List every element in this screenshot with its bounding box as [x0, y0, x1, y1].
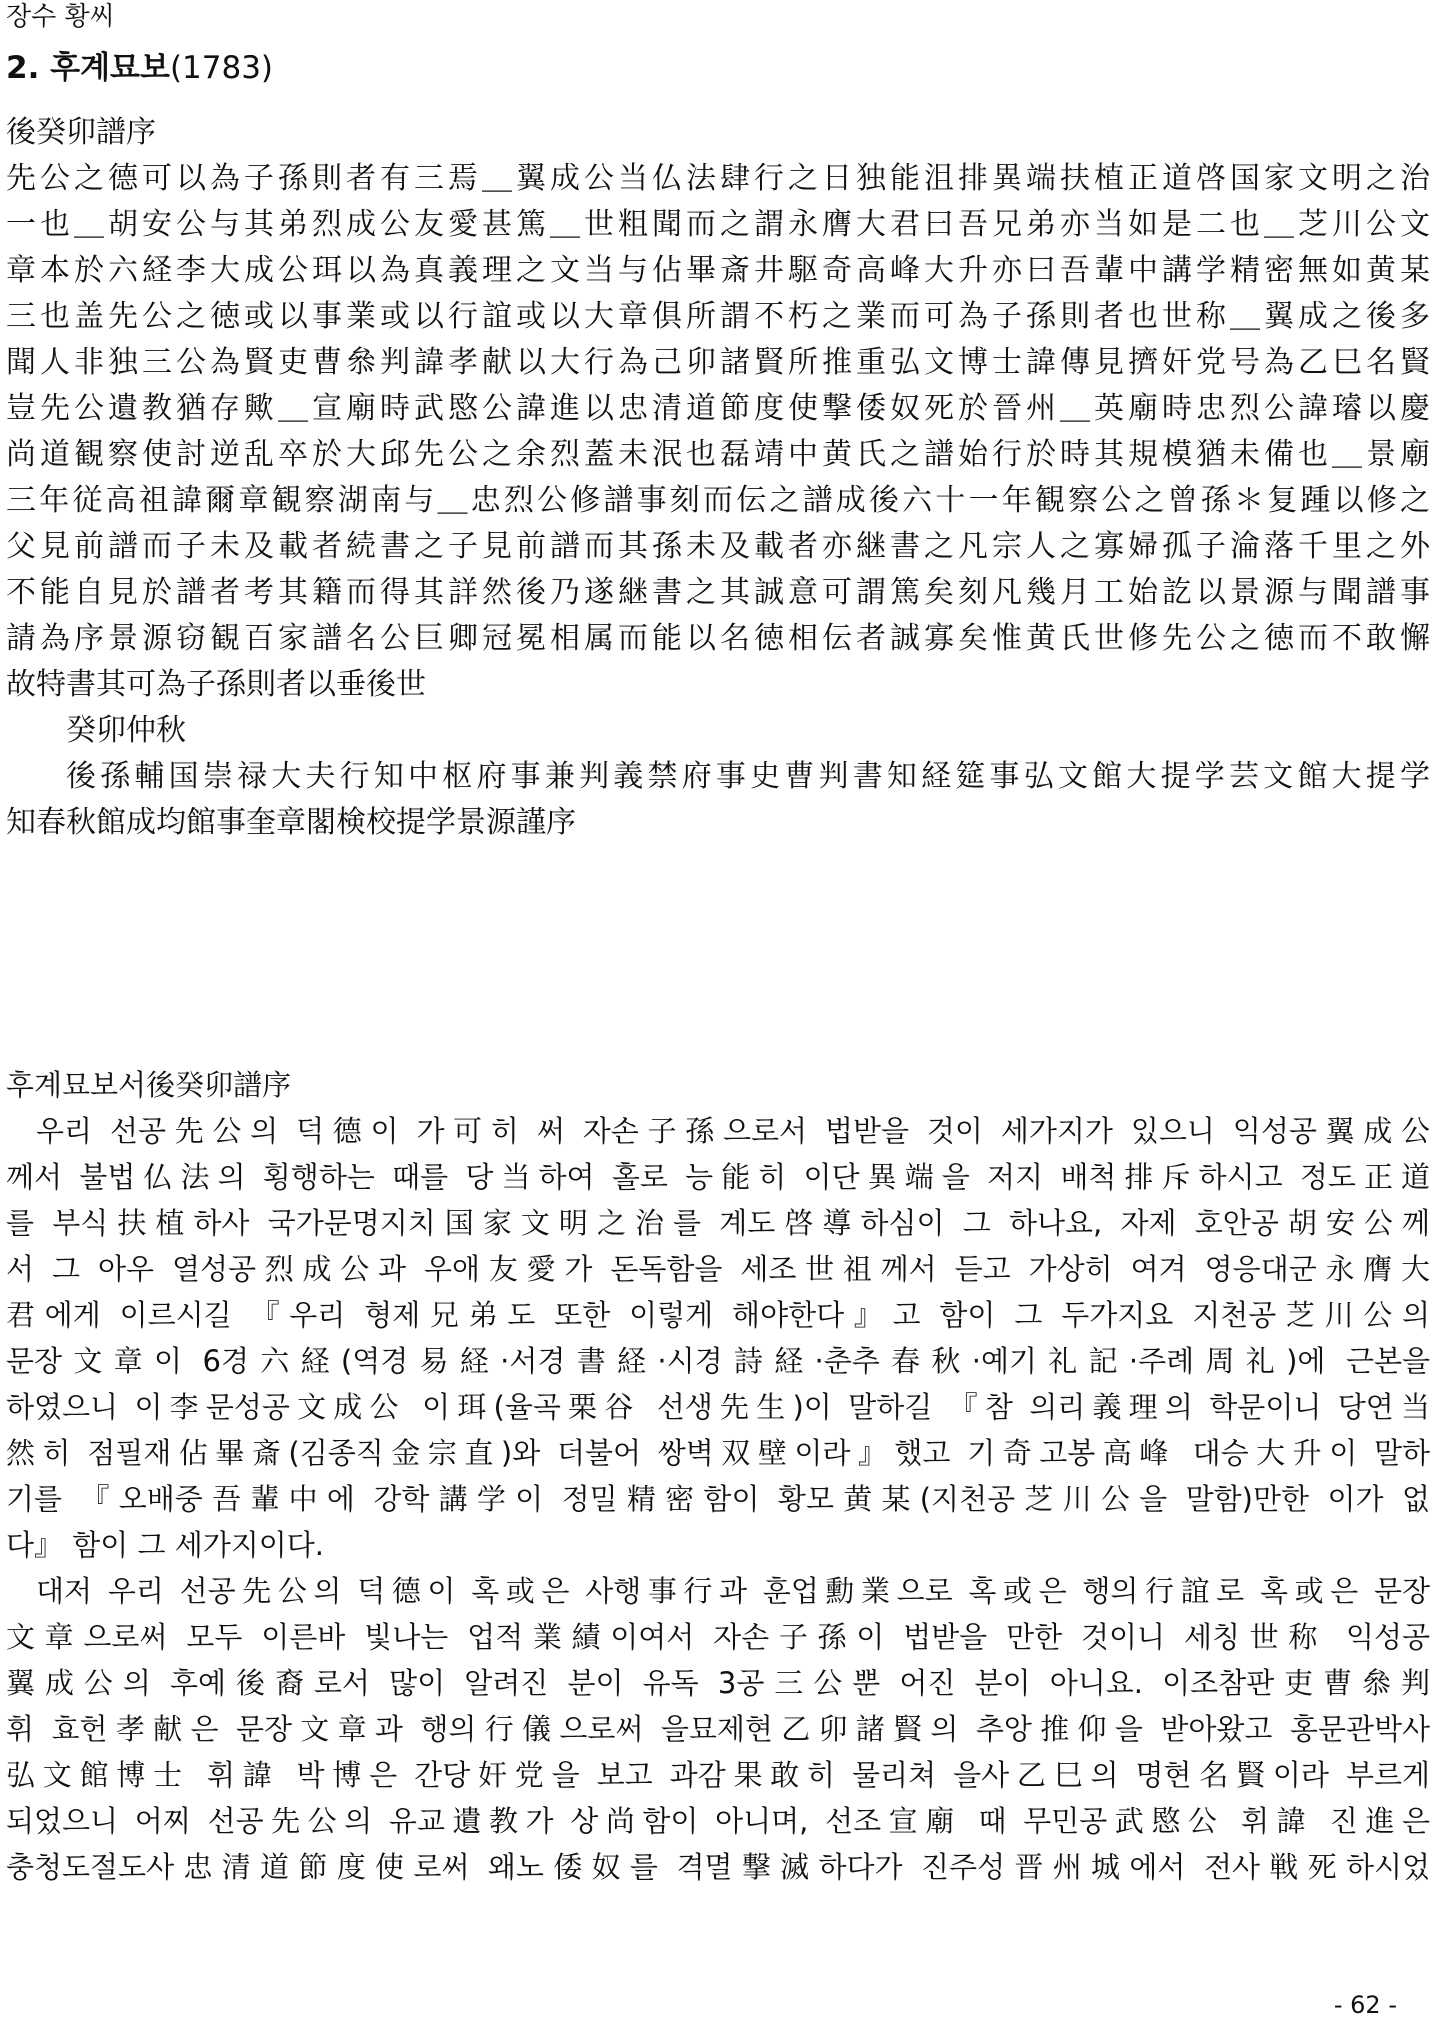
hanmun-date: 癸卯仲秋 — [66, 713, 186, 748]
page-number: - 62 - — [1333, 1991, 1397, 2019]
hanmun-heading: 後癸卯譜序 — [6, 115, 156, 150]
running-header: 장수 황씨 — [6, 2, 115, 32]
hanmun-author-line: 後孫輔国崇禄大夫行知中枢府事兼判義禁府事史曹判書知経筵事弘文館大提学芸文館大提学 — [66, 759, 1430, 794]
translation-line: 대저 우리 선공先公의 덕德이 혹或은 사행事行과 훈업勳業으로 혹或은 행의行誼로 혹或은 문장 — [36, 1574, 1430, 1608]
translation-line: 서 그 아우 열성공烈成公과 우애友愛가 돈독함을 세조世祖께서 듣고 가상히 여겨 영응대군永膺大 — [6, 1252, 1430, 1286]
translation-line: 우리 선공先公의 덕德이 가可히 써 자손子孫으로서 법받을 것이 세가지가 있으니 익성공翼成公 — [36, 1114, 1430, 1148]
translation-line: 다』 함이 그 세가지이다. — [6, 1528, 324, 1562]
translation-line: 를 부식扶植하사 국가문명지치国家文明之治를 계도啓導하심이 그 하나요, 자제 호안공胡安公께 — [6, 1206, 1430, 1240]
translation-line: 기를 『오배중吾輩中에 강학講学이 정밀精密함이 황모黄某(지천공芝川公을 말함)만한 이가 없 — [6, 1482, 1430, 1516]
hanmun-line: 不能自見於譜者考其籍而得其詳然後乃遂継書之其誠意可謂篤矣刻凡幾月工始訖以景源与聞譜事 — [6, 575, 1430, 610]
section-year: (1783) — [169, 50, 274, 86]
section-title-text: 2. 후계묘보 — [6, 50, 170, 86]
hanmun-line: 聞人非独三公為賢吏曹叅判諱孝献以大行為己卯諸賢所推重弘文博士諱傳見擠奸党号為乙巳名賢 — [6, 345, 1430, 380]
translation-heading: 후계묘보서後癸卯譜序 — [6, 1068, 292, 1102]
hanmun-line: 故特書其可為子孫則者以垂後世 — [6, 667, 426, 702]
hanmun-preface — [6, 110, 1430, 846]
hanmun-line: 父見前譜而子未及載者続書之子見前譜而其孫未及載者亦継書之凡宗人之寡婦孤子淪落千里之外 — [6, 529, 1430, 564]
translation-line: 휘 효헌孝献은 문장文章과 행의行儀으로써 을묘제현乙卯諸賢의 추앙推仰을 받아왔고 홍문관박사 — [6, 1712, 1430, 1746]
hanmun-line: 章本於六経李大成公珥以為真義理之文当与佔畢斎井駆奇高峰大升亦曰吾輩中講学精密無如黄某 — [6, 253, 1430, 288]
translation-line: 然히 점필재佔畢斎(김종직金宗直)와 더불어 쌍벽双壁이라』했고 기奇고봉高峰 대승大升이 말하 — [6, 1436, 1430, 1470]
hanmun-line: 尚道観察使討逆乱卒於大邱先公之余烈蓋未泯也磊靖中黄氏之譜始行於時其規模猶未備也＿景廟 — [6, 437, 1430, 472]
hanmun-line: 一也＿胡安公与其弟烈成公友愛甚篤＿世粗聞而之謂永膺大君曰吾兄弟亦当如是二也＿芝川公文 — [6, 207, 1430, 242]
translation-line: 文章으로써 모두 이른바 빛나는 업적業績이여서 자손子孫이 법받을 만한 것이니 세칭世称 익성공 — [6, 1620, 1430, 1654]
hanmun-author-line: 知春秋館成均館事奎章閣検校提学景源謹序 — [6, 805, 576, 840]
translation-line: 께서 불법仏法의 횡행하는 때를 당当하여 홀로 능能히 이단異端을 저지 배척排斥하시고 정도正道 — [6, 1160, 1430, 1194]
translation-line: 되었으니 어찌 선공先公의 유교遺教가 상尚함이 아니며, 선조宣廟 때 무민공武愍公 휘諱 진進은 — [6, 1804, 1430, 1838]
hanmun-line: 三也盖先公之徳或以事業或以行誼或以大章俱所謂不朽之業而可為子孫則者也世称＿翼成之後多 — [6, 299, 1430, 334]
translation-line: 하였으니 이李문성공文成公 이珥(율곡栗谷 선생先生)이 말하길 『참 의리義理의 학문이니 당연当 — [6, 1390, 1430, 1424]
hanmun-line: 豈先公遺教猶存歟＿宣廟時武愍公諱進以忠清道節度使撃倭奴死於晉州＿英廟時忠烈公諱璿以慶 — [6, 391, 1430, 426]
hanmun-line: 請為序景源窃観百家譜名公巨卿冠冕相属而能以名徳相伝者誠寡矣惟黄氏世修先公之徳而不敢懈 — [6, 621, 1430, 656]
section-title — [6, 48, 273, 88]
translation-line: 弘文館博士 휘諱 박博은 간당奸党을 보고 과감果敢히 물리쳐 을사乙巳의 명현名賢이라 부르게 — [6, 1758, 1430, 1792]
hanmun-line: 三年従高祖諱爾章観察湖南与＿忠烈公修譜事刻而伝之譜成後六十一年観察公之曾孫＊复踵以修之 — [6, 483, 1430, 518]
korean-translation — [6, 1062, 1430, 1890]
translation-line: 문장文章이 6경六経(역경易経·서경書経·시경詩経·춘추春秋·예기礼記·주례周礼)에 근본을 — [6, 1344, 1430, 1378]
translation-line: 翼成公의 후예後裔로서 많이 알려진 분이 유독 3공三公뿐 어진 분이 아니요. 이조참판吏曹叅判 — [6, 1666, 1430, 1700]
translation-line: 君에게 이르시길 『우리 형제兄弟도 또한 이렇게 해야한다』고 함이 그 두가지요 지천공芝川公의 — [6, 1298, 1430, 1332]
hanmun-line: 先公之德可以為子孫則者有三焉＿翼成公当仏法肆行之日独能沮排異端扶植正道啓国家文明之治 — [6, 161, 1430, 196]
translation-line: 충청도절도사忠清道節度使로써 왜노倭奴를 격멸撃滅하다가 진주성晋州城에서 전사戦死하시었 — [6, 1850, 1430, 1884]
